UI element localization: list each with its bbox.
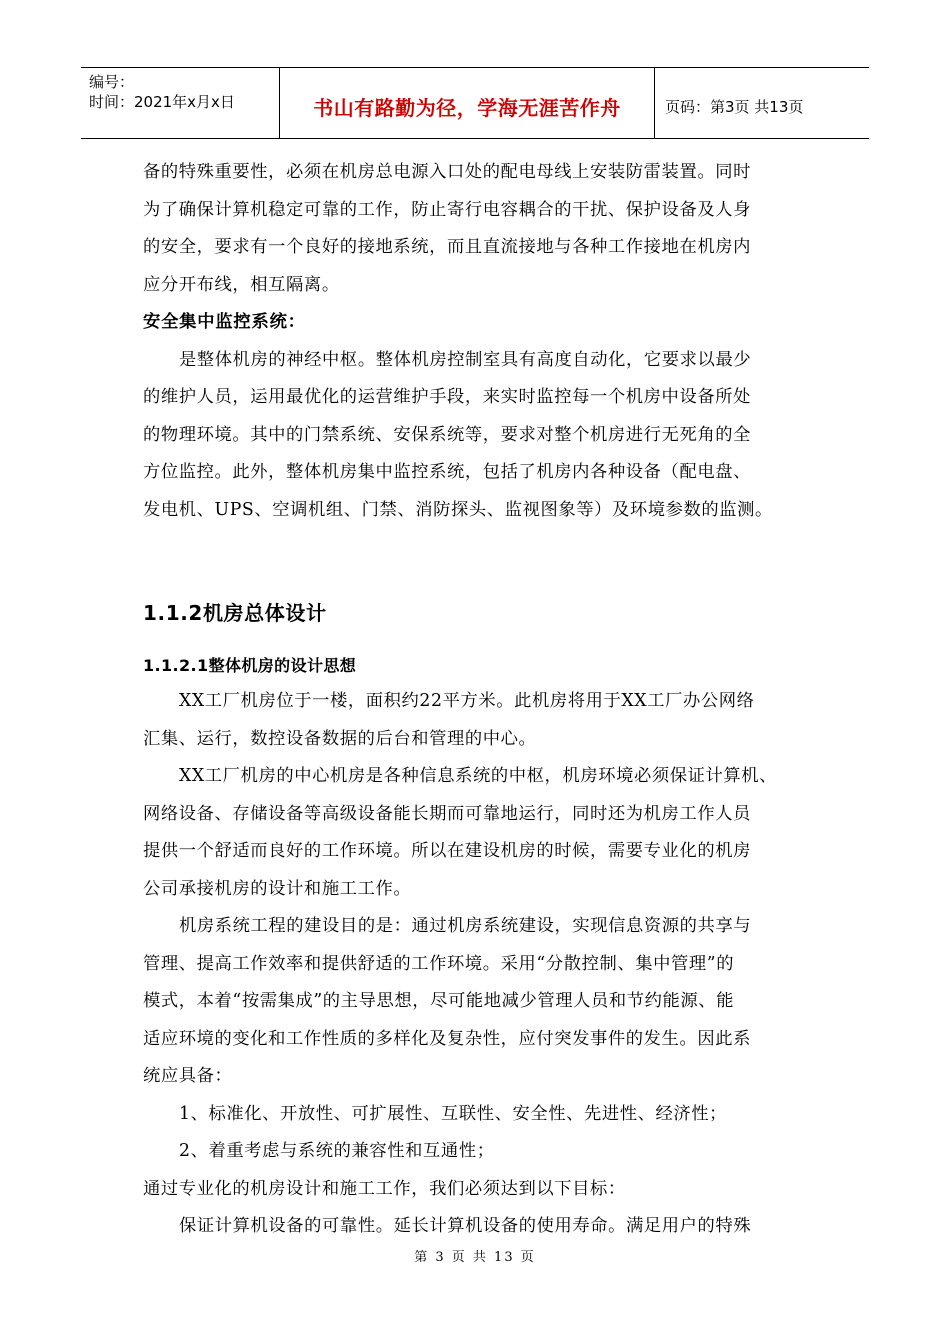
- paragraph-line: 模式，本着“按需集成”的主导思想，尽可能地减少管理人员和节约能源、能: [143, 991, 735, 1011]
- paragraph-line: 的维护人员，运用最优化的运营维护手段，来实时监控每一个机房中设备所处: [143, 387, 751, 407]
- paragraph-line: 为了确保计算机稳定可靠的工作，防止寄行电容耦合的干扰、保护设备及人身: [143, 199, 751, 220]
- paragraph-line: 网络设备、存储设备等高级设备能长期而可靠地运行，同时还为机房工作人员: [143, 803, 751, 824]
- paragraph-line: 2、着重考虑与系统的兼容性和互通性；: [179, 1141, 495, 1161]
- subheading-monitoring: 安全集中监控系统：: [143, 312, 306, 332]
- paragraph-line: 保证计算机设备的可靠性。延长计算机设备的使用寿命。满足用户的特殊: [179, 1216, 752, 1236]
- paragraph-line: 方位监控。此外，整体机房集中监控系统，包括了机房内各种设备（配电盘、: [143, 462, 751, 482]
- paragraph-line: 是整体机房的神经中枢。整体机房控制室具有高度自动化，它要求以最少: [179, 349, 752, 370]
- page-footer: 第 3 页 共 13 页: [414, 1250, 536, 1265]
- paragraph-line: 的物理环境。其中的门禁系统、安保系统等，要求对整个机房进行无死角的全: [143, 424, 751, 445]
- date-label: 时间：2021年x月x日: [89, 93, 235, 111]
- section-heading: 1.1.2机房总体设计: [143, 601, 327, 625]
- paragraph-line: 汇集、运行，数控设备数据的后台和管理的中心。: [143, 728, 537, 749]
- paragraph-line: 应分开布线，相互隔离。: [143, 274, 340, 295]
- subsection-heading: 1.1.2.1整体机房的设计思想: [143, 656, 357, 675]
- paragraph-line: 管理、提高工作效率和提供舒适的工作环境。采用“分散控制、集中管理”的: [143, 953, 735, 974]
- number-label: 编号：: [89, 73, 135, 91]
- paragraph-line: 公司承接机房的设计和施工工作。: [143, 878, 412, 899]
- section-2-body: [143, 683, 823, 1246]
- paragraph-line: 机房系统工程的建设目的是：通过机房系统建设，实现信息资源的共享与: [179, 916, 752, 936]
- paragraph-line: 备的特殊重要性，必须在机房总电源入口处的配电母线上安装防雷装置。同时: [143, 162, 751, 182]
- header-motto: 书山有路勤为径，学海无涯苦作舟: [279, 68, 655, 138]
- paragraph-line: 适应环境的变化和工作性质的多样化及复杂性，应付突发事件的发生。因此系: [143, 1028, 751, 1049]
- paragraph-line: XX工厂机房的中心机房是各种信息系统的中枢，机房环境必须保证计算机、: [179, 766, 778, 786]
- paragraph-line: 通过专业化的机房设计和施工工作，我们必须达到以下目标：: [143, 1178, 626, 1199]
- page-header: [81, 67, 869, 139]
- section-1: [143, 154, 813, 529]
- paragraph-line: XX工厂机房位于一楼，面积约22平方米。此机房将用于XX工厂办公网络: [179, 691, 755, 711]
- paragraph-line: 1、标准化、开放性、可扩展性、互联性、安全性、先进性、经济性；: [179, 1103, 728, 1124]
- paragraph-line: 提供一个舒适而良好的工作环境。所以在建设机房的时候，需要专业化的机房: [143, 841, 751, 861]
- paragraph-line: 发电机、UPS、空调机组、门禁、消防探头、监视图象等）及环境参数的监测。: [143, 499, 773, 520]
- paragraph-line: 的安全，要求有一个良好的接地系统，而且直流接地与各种工作接地在机房内: [143, 237, 751, 257]
- header-page-info: 页码：第3页 共13页: [665, 97, 804, 116]
- paragraph-line: 统应具备：: [143, 1066, 233, 1086]
- header-meta: [81, 68, 279, 138]
